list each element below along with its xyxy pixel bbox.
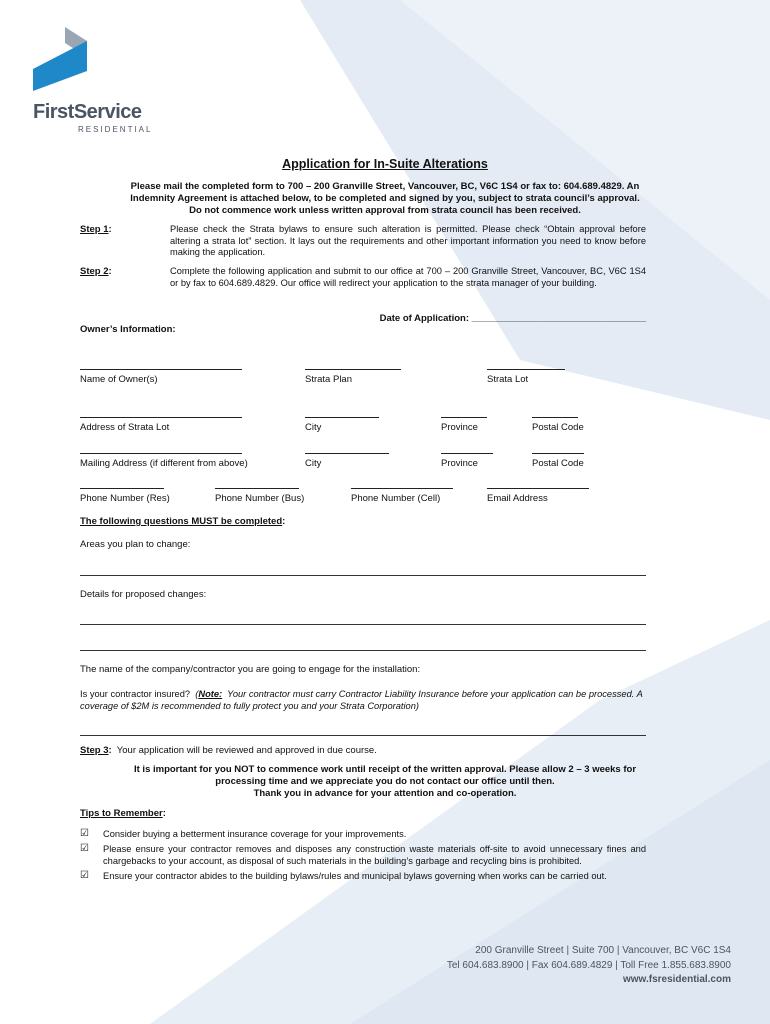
date-of-application-field[interactable]: Date of Application: _________________________________ xyxy=(379,313,646,324)
tips-heading: Tips to Remember: xyxy=(80,808,166,819)
footer-contact xyxy=(447,944,731,988)
details-answer-line[interactable] xyxy=(80,624,646,625)
step1-label: Step 1: xyxy=(80,224,112,235)
footer-website-link[interactable]: www.fsresidential.com xyxy=(623,974,731,985)
mailing-city-field[interactable]: City xyxy=(305,453,389,469)
strata-plan-field[interactable]: Strata Plan xyxy=(305,369,401,385)
step3-text: Step 3: Your application will be reviewed and approved in due course. xyxy=(80,745,377,756)
step2-text: Complete the following application and submit to our office at 700 – 200 Granville Street, Vancouver, BC, V6C 1S4 or by fax to 604.689.4829. Our office will redirect your application to the strata manager of your building. xyxy=(170,266,646,288)
notice-line: It is important for you NOT to commence work until receipt of the written approval. Please allow 2 – 3 weeks for xyxy=(133,764,637,775)
step1-text: Please check the Strata bylaws to ensure such alteration is permitted. Please check “Obtain approval before altering a strata lot” section. It lays out the requirements and other important information you need to know before making the application. xyxy=(170,224,646,257)
province-field[interactable]: Province xyxy=(441,417,487,433)
intro-line: Please mail the completed form to 700 – 200 Granville Street, Vancouver, BC, V6C 1S4 or fax to: 604.689.4829. An xyxy=(130,181,640,192)
owner-name-field[interactable]: Name of Owner(s) xyxy=(80,369,242,385)
phone-cell-field[interactable]: Phone Number (Cell) xyxy=(351,488,453,504)
intro-line: Indemnity Agreement is attached below, to be completed and signed by you, subject to strata council’s approval. xyxy=(130,193,640,204)
step2-label: Step 2: xyxy=(80,266,112,277)
form-title: Application for In-Suite Alterations xyxy=(282,157,488,171)
footer-phones: Tel 604.683.8900 | Fax 604.689.4829 | Toll Free 1.855.683.8900 xyxy=(446,959,731,971)
must-complete-heading: The following questions MUST be completed: xyxy=(80,516,286,527)
areas-answer-line[interactable] xyxy=(80,575,646,576)
address-field[interactable]: Address of Strata Lot xyxy=(80,417,242,433)
important-notice xyxy=(60,764,710,800)
postal-code-field[interactable]: Postal Code xyxy=(532,417,584,433)
mailing-address-field[interactable]: Mailing Address (if different from above) xyxy=(80,453,248,469)
email-field[interactable]: Email Address xyxy=(487,488,589,504)
footer-address: 200 Granville Street | Suite 700 | Vancouver, BC V6C 1S4 xyxy=(475,945,731,956)
phone-res-field[interactable]: Phone Number (Res) xyxy=(80,488,170,504)
phone-bus-field[interactable]: Phone Number (Bus) xyxy=(215,488,304,504)
checkbox-checked-icon: ☑ xyxy=(80,843,89,854)
intro-instructions xyxy=(60,181,710,217)
intro-line: Do not commence work unless written approval from strata council has been received. xyxy=(189,205,581,216)
city-field[interactable]: City xyxy=(305,417,379,433)
brand-subtitle: RESIDENTIAL xyxy=(78,125,153,134)
notice-line: processing time and we appreciate you do not contact our office until then. xyxy=(215,776,555,787)
mailing-province-field[interactable]: Province xyxy=(441,453,493,469)
logo-mark-icon xyxy=(33,27,89,93)
checkbox-checked-icon: ☑ xyxy=(80,828,89,839)
notice-line: Thank you in advance for your attention and co-operation. xyxy=(253,788,517,799)
checkbox-checked-icon: ☑ xyxy=(80,870,89,881)
mailing-postal-code-field[interactable]: Postal Code xyxy=(532,453,584,469)
owner-info-heading: Owner’s Information: xyxy=(80,324,176,335)
brand-name: FirstService xyxy=(33,101,142,123)
details-question: Details for proposed changes: xyxy=(80,589,207,600)
areas-question: Areas you plan to change: xyxy=(80,539,191,550)
company-question: The name of the company/contractor you are going to engage for the installation: xyxy=(80,664,421,675)
insured-answer-line[interactable] xyxy=(80,735,646,736)
details-answer-line-2[interactable] xyxy=(80,650,646,651)
strata-lot-field[interactable]: Strata Lot xyxy=(487,369,565,385)
insured-question: Is your contractor insured? (Note: Your contractor must carry Contractor Liability Insurance before your application can be processed. A coverage of $2M is recommended to fully protect you and your Strata Corporation) xyxy=(80,689,643,711)
